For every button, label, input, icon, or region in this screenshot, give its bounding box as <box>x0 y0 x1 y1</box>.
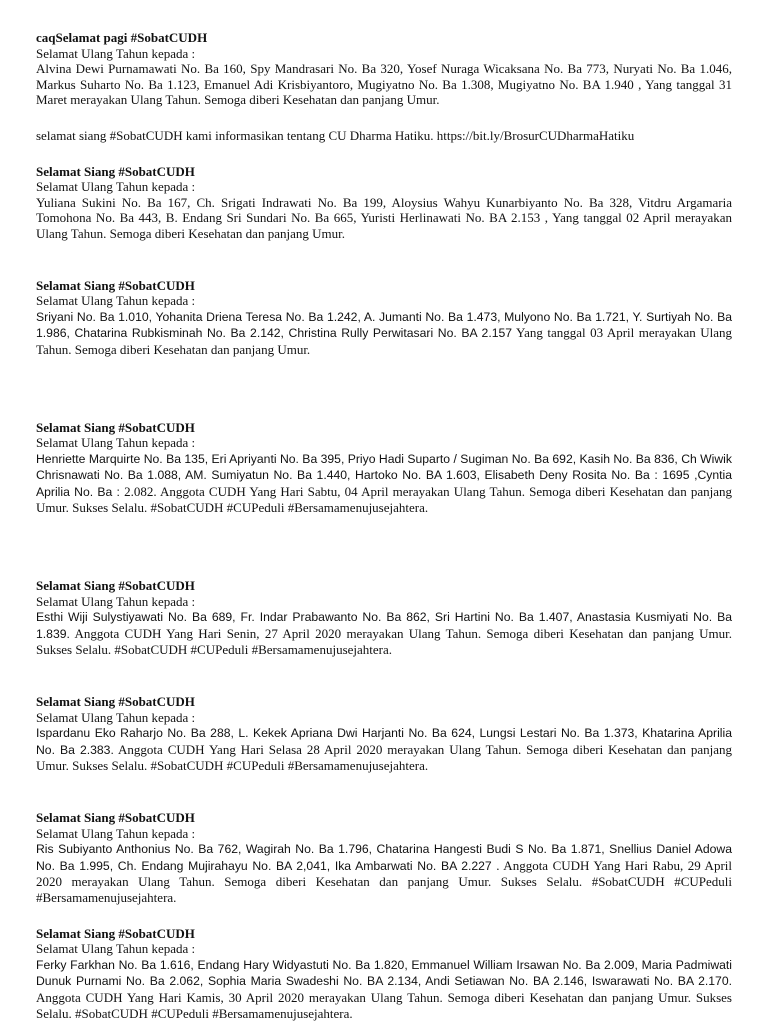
member-list: Henriette Marquirte No. Ba 135, Eri Apriyanti No. Ba 395, Priyo Hadi Suparto / Sugiman No. Ba 692, Kasih No. Ba 836, Ch Wiwik Chrisnawati No. Ba 1.088, AM. Sumiyatun No. Ba 1.440, Hartoko No. BA 1.603, Elisabeth Deny Rosita No. Ba : 1695 ,Cyntia Aprilia No. Ba : <box>36 451 732 499</box>
greeting-title: Selamat Siang #SobatCUDH <box>36 419 195 435</box>
greeting-block-02-april <box>36 164 732 242</box>
greeting-subtitle: Selamat Ulang Tahun kepada : <box>36 941 196 957</box>
member-list: Ferky Farkhan No. Ba 1.616, Endang Hary Widyastuti No. Ba 1.820, Emmanuel William Irsawan No. Ba 2.009, Maria Padmiwati Dunuk Purnami No. Ba 2.062, Sophia Maria Swadeshi No. BA 2.134, Andi Setiawan No. BA 2.146, Iswarawati No. BA 2.170. <box>36 957 732 989</box>
greeting-body <box>36 609 732 658</box>
greeting-block-04-april <box>36 420 732 517</box>
info-line: selamat siang #SobatCUDH kami informasikan tentang CU Dharma Hatiku. https://bit.ly/BrosurCUDharmaHatiku <box>36 127 635 143</box>
greeting-message: . Anggota CUDH Yang Hari Rabu, 29 April 2020 merayakan Ulang Tahun. Semoga diberi Kesehatan dan panjang Umur. Sukses Selalu. #SobatCUDH #CUPeduli #Bersamamenujusejahtera. <box>36 857 732 905</box>
greeting-body <box>36 725 732 774</box>
greeting-message: Anggota CUDH Yang Hari Selasa 28 April 2020 merayakan Ulang Tahun. Semoga diberi Kesehatan dan panjang Umur. Sukses Selalu. #SobatCUDH #CUPeduli #Bersamamenujusejahtera. <box>36 741 733 774</box>
greeting-title: Selamat Siang #SobatCUDH <box>36 810 195 825</box>
greeting-message: 2.082. Anggota CUDH Yang Hari Sabtu, 04 April merayakan Ulang Tahun. Semoga diberi Kesehatan dan panjang Umur. Sukses Selalu. #SobatCUDH #CUPeduli #Bersamamenujusejahtera. <box>36 483 732 516</box>
greeting-subtitle: Selamat Ulang Tahun kepada : <box>36 45 196 61</box>
greeting-message: Anggota CUDH Yang Hari Senin, 27 April 2020 merayakan Ulang Tahun. Semoga diberi Kesehatan dan panjang Umur. Sukses Selalu. #SobatCUDH #CUPeduli #Bersamamenujusejahtera. <box>36 625 732 658</box>
greeting-subtitle: Selamat Ulang Tahun kepada : <box>36 709 196 725</box>
member-list: Ispardanu Eko Raharjo No. Ba 288, L. Kekek Apriana Dwi Harjanti No. Ba 624, Lungsi Lestari No. Ba 1.373, Khatarina Aprilia No. Ba 2.383. <box>36 726 732 757</box>
greeting-block-30-april <box>36 926 732 1022</box>
greeting-body: Yuliana Sukini No. Ba 167, Ch. Srigati Indrawati No. Ba 199, Aloysius Wahyu Kunarbiyanto No. Ba 328, Vitdru Argamaria Tomohona No. Ba 443, B. Endang Sri Sundari No. Ba 665, Yuristi Herlinawati No. BA 2.153 , Yang tanggal 02 April merayakan Ulang Tahun. Semoga diberi Kesehatan dan panjang Umur. <box>36 194 732 241</box>
greeting-subtitle: Selamat Ulang Tahun kepada : <box>36 825 196 841</box>
greeting-subtitle: Selamat Ulang Tahun kepada : <box>36 593 196 609</box>
greeting-body <box>36 841 732 905</box>
greeting-title: Selamat Siang #SobatCUDH <box>36 578 195 594</box>
greeting-message: Yang tanggal 03 April merayakan Ulang Tahun. Semoga diberi Kesehatan dan panjang Umur. <box>36 325 733 357</box>
member-list: Ris Subiyanto Anthonius No. Ba 762, Wagirah No. Ba 1.796, Chatarina Hangesti Budi S No. Ba 1.871, Snellius Daniel Adowa No. Ba 1.995, Ch. Endang Mujirahayu No. BA 2,041, Ika Ambarwati No. BA 2.227 <box>36 842 732 873</box>
document-page <box>36 30 732 1021</box>
greeting-block-03-april <box>36 278 732 358</box>
greeting-block-31-maret <box>36 30 732 108</box>
greeting-title: caqSelamat pagi #SobatCUDH <box>36 30 208 45</box>
greeting-body: Alvina Dewi Purnamawati No. Ba 160, Spy Mandrasari No. Ba 320, Yosef Nuraga Wicaksana No. Ba 773, Nuryati No. Ba 1.046, Markus Suharto No. Ba 1.123, Emanuel Adi Krisbiyantoro, Mugiyatno No. Ba 1.308, Mugiyatno No. BA 1.940 , Yang tanggal 31 Maret merayakan Ulang Tahun. Semoga diberi Kesehatan dan panjang Umur. <box>36 61 732 108</box>
greeting-subtitle: Selamat Ulang Tahun kepada : <box>36 293 196 309</box>
greeting-body <box>36 309 732 358</box>
greeting-title: Selamat Siang #SobatCUDH <box>36 694 195 710</box>
greeting-title: Selamat Siang #SobatCUDH <box>36 925 195 941</box>
greeting-title: Selamat Siang #SobatCUDH <box>36 163 195 179</box>
greeting-block-29-april <box>36 810 732 906</box>
greeting-subtitle: Selamat Ulang Tahun kepada : <box>36 179 196 195</box>
greeting-block-28-april <box>36 694 732 774</box>
greeting-message: Anggota CUDH Yang Hari Kamis, 30 April 2020 merayakan Ulang Tahun. Semoga diberi Kesehatan dan panjang Umur. Sukses Selalu. #SobatCUDH #CUPeduli #Bersamamenujusejahtera. <box>36 989 732 1021</box>
member-list: Sriyani No. Ba 1.010, Yohanita Driena Teresa No. Ba 1.242, A. Jumanti No. Ba 1.473, Mulyono No. Ba 1.721, Y. Surtiyah No. Ba 1.986, Chatarina Rubkisminah No. Ba 2.142, Christina Rully Perwitasari No. BA 2.157 <box>36 309 732 341</box>
greeting-body <box>36 957 732 1021</box>
greeting-title: Selamat Siang #SobatCUDH <box>36 277 195 293</box>
greeting-body <box>36 451 732 516</box>
info-block <box>36 128 732 144</box>
greeting-block-27-april <box>36 578 732 658</box>
greeting-subtitle: Selamat Ulang Tahun kepada : <box>36 435 196 451</box>
member-list: Esthi Wiji Sulystiyawati No. Ba 689, Fr. Indar Prabawanto No. Ba 862, Sri Hartini No. Ba 1.407, Anastasia Kusmiyati No. Ba 1.839. <box>36 610 732 641</box>
